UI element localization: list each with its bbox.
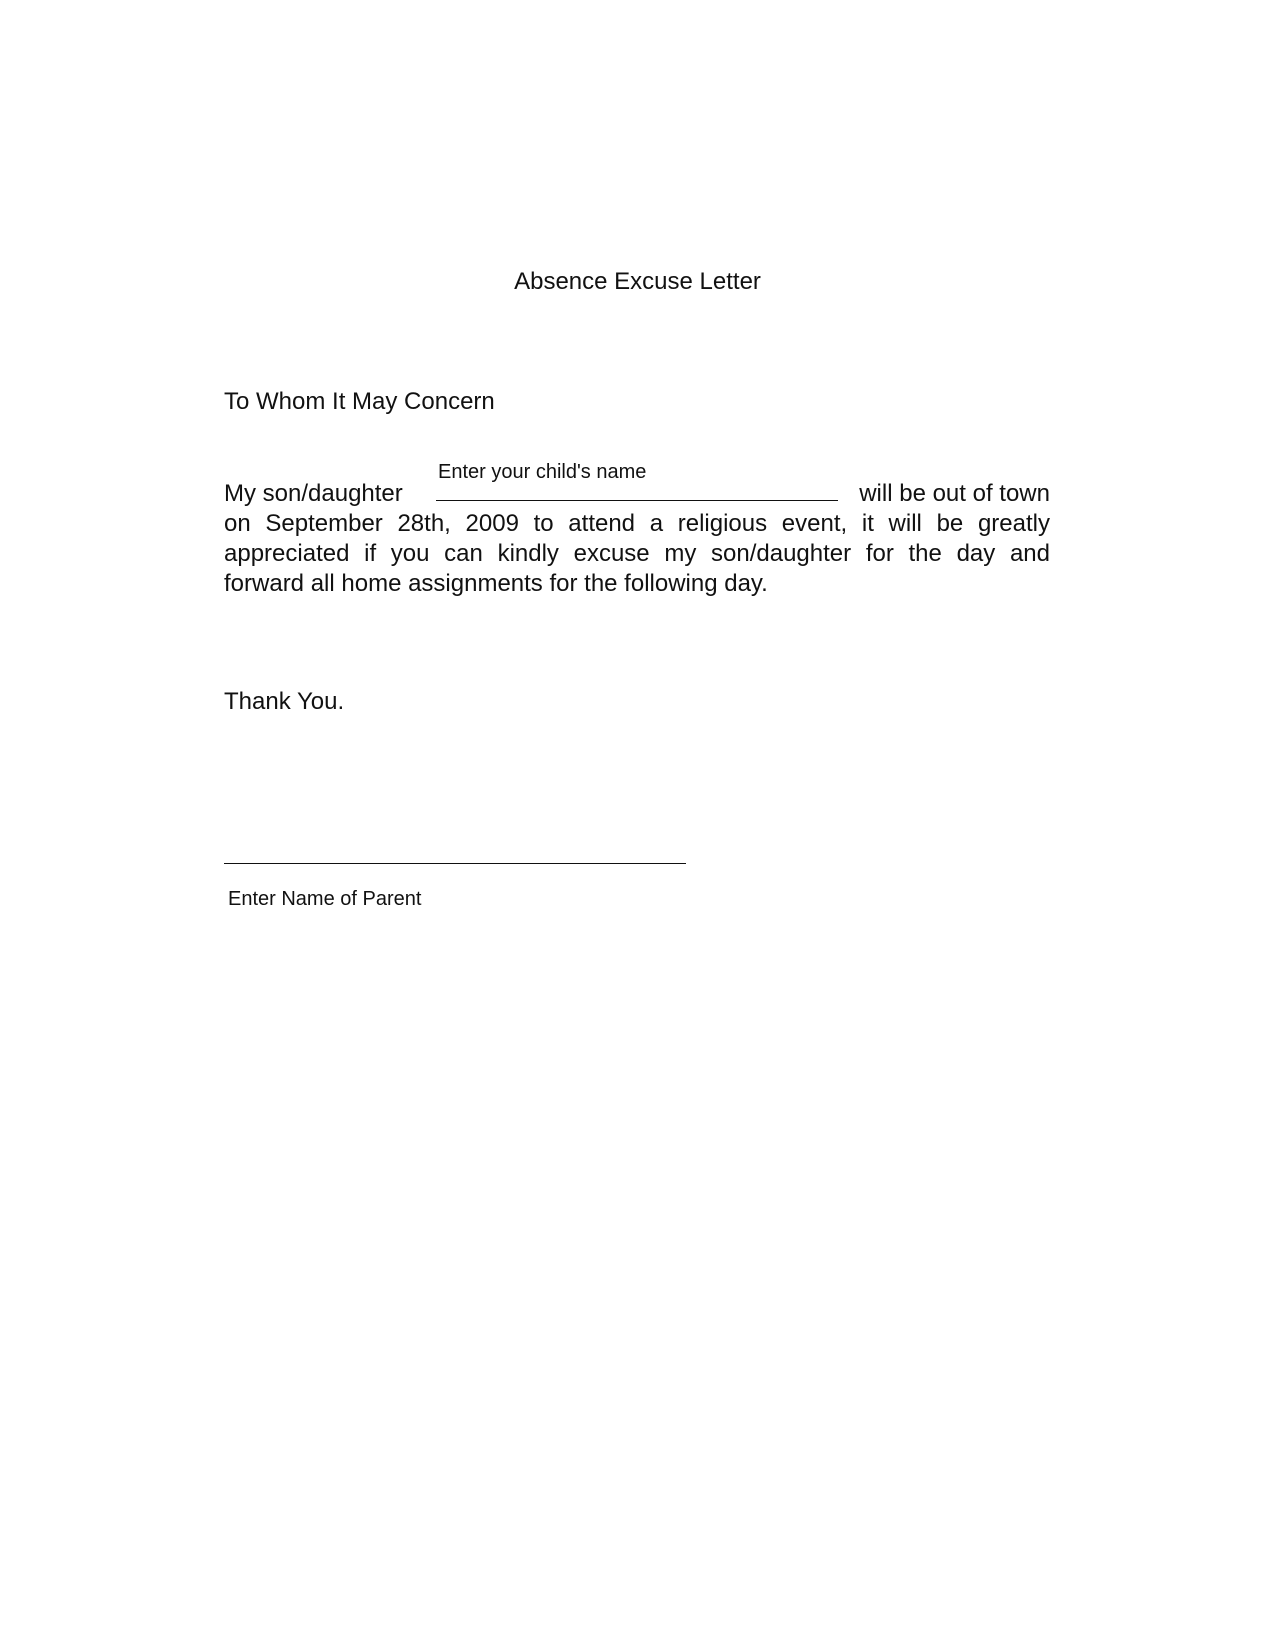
child-name-field[interactable] [436, 461, 838, 501]
body-prefix: My son/daughter [224, 480, 403, 507]
body-line-1 [224, 461, 1050, 509]
body-line-2 [224, 509, 1050, 539]
body-suffix: will be out of town [859, 480, 1050, 507]
body-line-2-text: on September 28th, 2009 to attend a religious event, it will be greatly [224, 510, 1050, 537]
body-line-3 [224, 539, 1050, 569]
body-line-4 [224, 569, 1050, 599]
parent-name-field[interactable]: Enter Name of Parent [228, 888, 422, 910]
letter-title: Absence Excuse Letter [514, 268, 761, 295]
body-line-3-text: appreciated if you can kindly excuse my son/daughter for the day and [224, 540, 1050, 567]
letter-body [224, 461, 1050, 599]
body-line-4-text: forward all home assignments for the following day. [224, 570, 768, 597]
salutation: To Whom It May Concern [224, 388, 495, 415]
closing: Thank You. [224, 688, 345, 715]
signature-line [224, 863, 686, 864]
child-name-value[interactable]: Enter your child's name [438, 461, 647, 483]
